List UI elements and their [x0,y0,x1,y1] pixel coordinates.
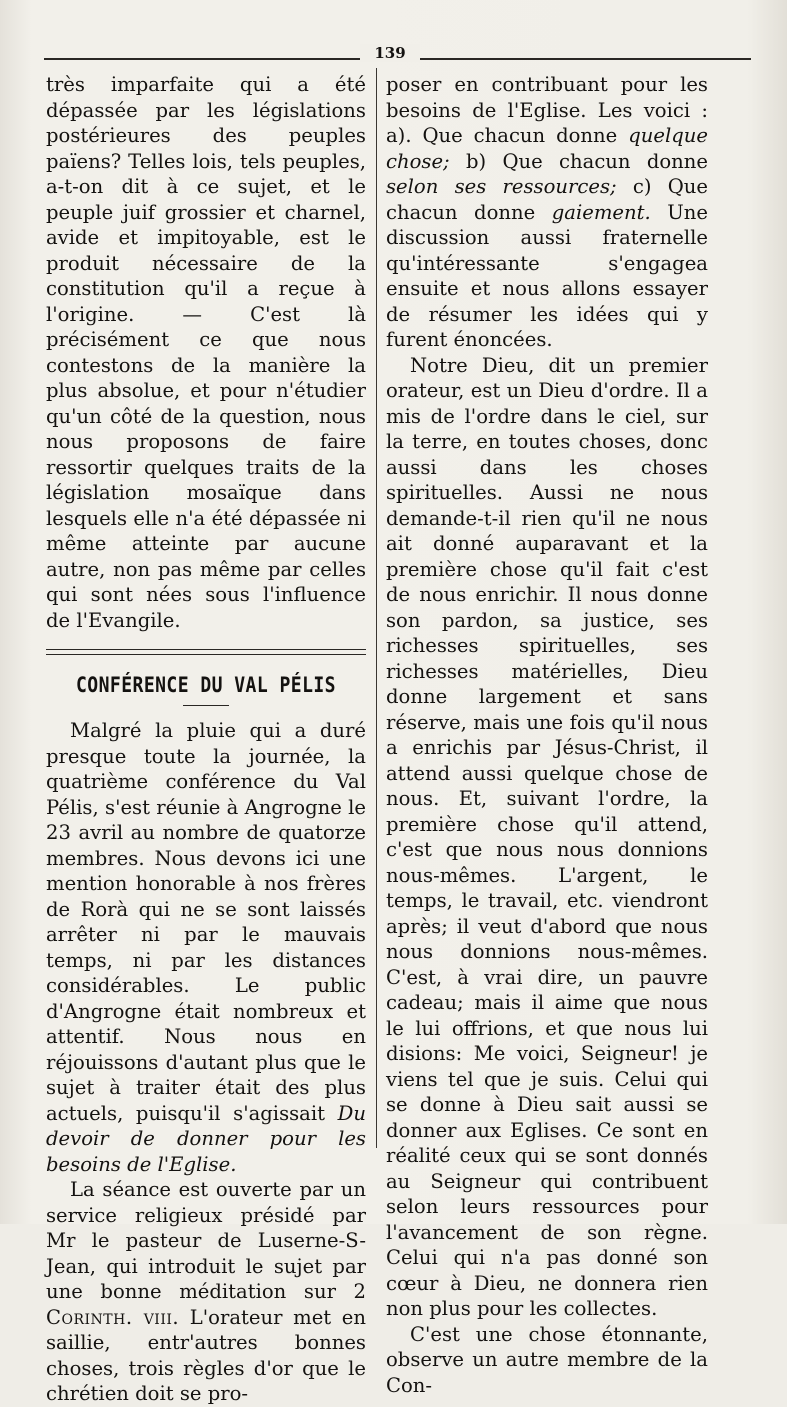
paragraph-first-speaker: Notre Dieu, dit un premier orateur, est un Dieu d'ordre. Il a mis de l'ordre dans le ciel, sur la terre, en toutes choses, donc aussi dans les choses spirituelles. Aussi ne nous demande-t-il rien qu'il ne nous ait donné auparavant et la première chose qu'il fait c'est de nous enrichir. Il nous donne son pardon, sa justice, ses richesses spirituelles, ses richesses matérielles, Dieu donne largement et sans réserve, mais une fois qu'il nous a enrichis par Jésus-Christ, il attend aussi quelque chose de nous. Et, suivant l'ordre, la première chose qu'il attend, c'est que nous nous donnions nous-mêmes. L'argent, le temps, le travail, etc. viendront après; il veut d'abord que nous nous donnions nous-mêmes. C'est, à vrai dire, un pauvre cadeau; mais il aime que nous le lui offrions, et que nous lui disions: Me voici, Seigneur! je viens tel que je suis. Celui qui se donne à Dieu sait aussi se donner aux Eglises. Ce sont en réalité ceux qui se sont donnés au Seigneur qui contribuent selon leurs ressources pour l'avancement de son règne. Celui qui n'a pas donné son cœur à Dieu, ne donnera rien non plus pour les collectes. [386,353,708,1320]
italic-phrase: quelque chose; [386,124,708,173]
left-column [46,72,366,1407]
paragraph-text: c) Que chacun donne [386,175,708,224]
paragraph-second-speaker: C'est une chose étonnante, observe un autre membre de la Con- [386,1322,708,1397]
section-title: CONFÉRENCE DU VAL PÉLIS [76,673,336,697]
right-column [386,72,708,1398]
italic-phrase: gaiement. [551,200,651,224]
paragraph-rules [386,72,708,353]
paragraph-text: La séance est ouverte par un service religieux présidé par Mr le pasteur de Luserne-S-Jean, qui introduit le sujet par une bonne méditation sur 2 [46,1178,366,1303]
paragraph-text: Une discussion aussi fraternelle qu'intéressante s'engagea ensuite et nous allons essayer de résumer les idées qui y furent énoncées. [386,200,709,351]
page-number: 139 [360,44,420,62]
column-divider [376,68,377,1148]
scripture-reference: Corinth. viii. [46,1305,180,1329]
paragraph-text: poser en contribuant pour les besoins de l'Eglise. Les voici : a). Que chacun donne [386,73,708,147]
title-underline [183,705,229,706]
paragraph-conference-intro [46,718,366,1177]
continuation-paragraph: très imparfaite qui a été dépassée par les législations postérieures des peuples païens? Telles lois, tels peuples, a-t-on dit à ce sujet, et le peuple juif grossier et charnel, avide et impitoyable, est le produit nécessaire de la constitution qu'il a reçue à l'origine. — C'est là précisément ce que nous contestons de la manière la plus absolue, et pour n'étudier qu'un côté de la question, nous nous proposons de faire ressortir quelques traits de la législation mosaïque dans lesquels elle n'a été dépassée ni même atteinte par aucune autre, non pas même par celles qui sont nées sous l'influence de l'Evangile. [46,73,366,632]
paragraph-seance [46,1177,366,1407]
paragraph-text: b) Que chacun donne [465,149,709,173]
italic-phrase: selon ses ressources; [386,175,617,198]
paragraph-text: Malgré la pluie qui a duré presque toute la journée, la quatrième conférence du Val Pélis, s'est réunie à Angrogne le 23 avril au nombre de quatorze membres. Nous devons ici une mention honorable à nos frères de Rorà qui ne se sont laissés arrêter ni par le mauvais temps, ni par les distances considérables. Le public d'Angrogne était nombreux et attentif. Nous nous en réjouissons d'autant plus que le sujet à traiter était des plus actuels, puisqu'il s'agissait [46,719,366,1125]
subject-italic: Du devoir de donner pour les besoins de l'Eglise. [46,1101,366,1176]
section-divider [46,649,366,655]
paragraph-text: L'orateur met en saillie, entr'autres bonnes choses, trois règles d'or que le chrétien doit se pro- [46,1305,367,1405]
